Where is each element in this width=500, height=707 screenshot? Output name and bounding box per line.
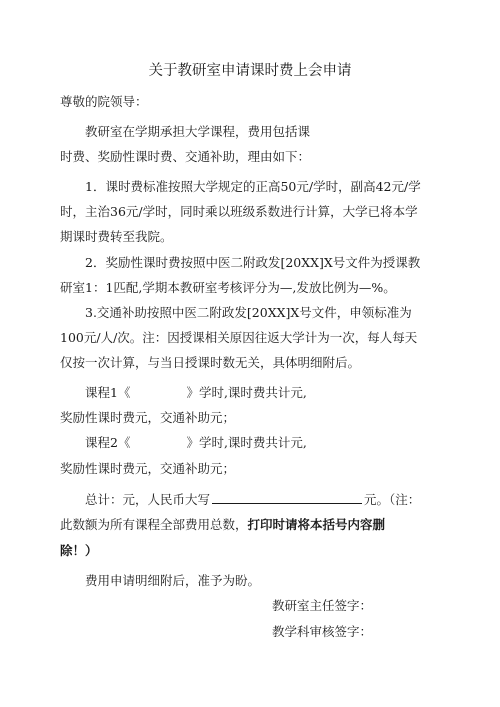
total-line xyxy=(85,490,420,509)
item3-line-2: 100元/人/次。注：因授课相关原因往返大学计为一次，每人每天 xyxy=(60,330,418,345)
dept-signature-label: 教学科审核签字： xyxy=(272,624,373,639)
course1-line-1 xyxy=(85,384,307,402)
note-text: 此数额为所有课程全部费用总数， xyxy=(60,517,248,532)
item3-line-3: 仅按一次计算，与当日授课时数无关，具体明细附后。 xyxy=(60,355,361,370)
item2-line-1: 2．奖励性课时费按照中医二附政发[20XX]X号文件为授课教 xyxy=(85,255,421,270)
note-line xyxy=(60,516,385,534)
total-suffix: 元。（注： xyxy=(364,492,421,507)
course2-suffix: 》学时,课时费共计元, xyxy=(186,435,307,450)
director-signature-label: 教研室主任签字： xyxy=(272,598,373,613)
document-title: 关于教研室申请课时费上会申请 xyxy=(148,63,352,79)
course1-suffix: 》学时,课时费共计元, xyxy=(186,385,307,400)
intro-line-2: 时费、奖励性课时费、交通补助，理由如下： xyxy=(60,149,311,164)
print-note-bold: 打印时请将本括号内容删 xyxy=(247,517,386,532)
amount-in-words-blank xyxy=(212,490,362,504)
total-prefix: 总计：元，人民币大写 xyxy=(85,492,211,507)
item1-line-3: 期课时费转至我院。 xyxy=(60,229,173,244)
course2-prefix: 课程2《 xyxy=(85,435,131,450)
item3-line-1: 3.交通补助按照中医二附政发[20XX]X号文件，申领标准为 xyxy=(85,305,412,320)
print-note-bold-end: 除！） xyxy=(60,543,98,558)
course1-prefix: 课程1《 xyxy=(85,385,131,400)
course1-line-2: 奖励性课时费元，交通补助元； xyxy=(60,410,236,425)
course2-line-1 xyxy=(85,434,307,452)
salutation: 尊敬的院领导： xyxy=(60,94,148,109)
item1-line-2: 时，主治36元/学时，同时乘以班级系数进行计算，大学已将本学 xyxy=(60,204,418,219)
item1-line-1: 1．课时费标准按照大学规定的正高50元/学时，副高42元/学 xyxy=(85,179,421,194)
item2-line-2: 研室1：1匹配,学期本教研室考核评分为—,发放比例为—%。 xyxy=(60,280,396,295)
course2-line-2: 奖励性课时费元，交通补助元； xyxy=(60,461,236,476)
closing-line: 费用申请明细附后，准予为盼。 xyxy=(85,573,261,588)
intro-line-1: 教研室在学期承担大学课程，费用包括课 xyxy=(85,124,311,139)
